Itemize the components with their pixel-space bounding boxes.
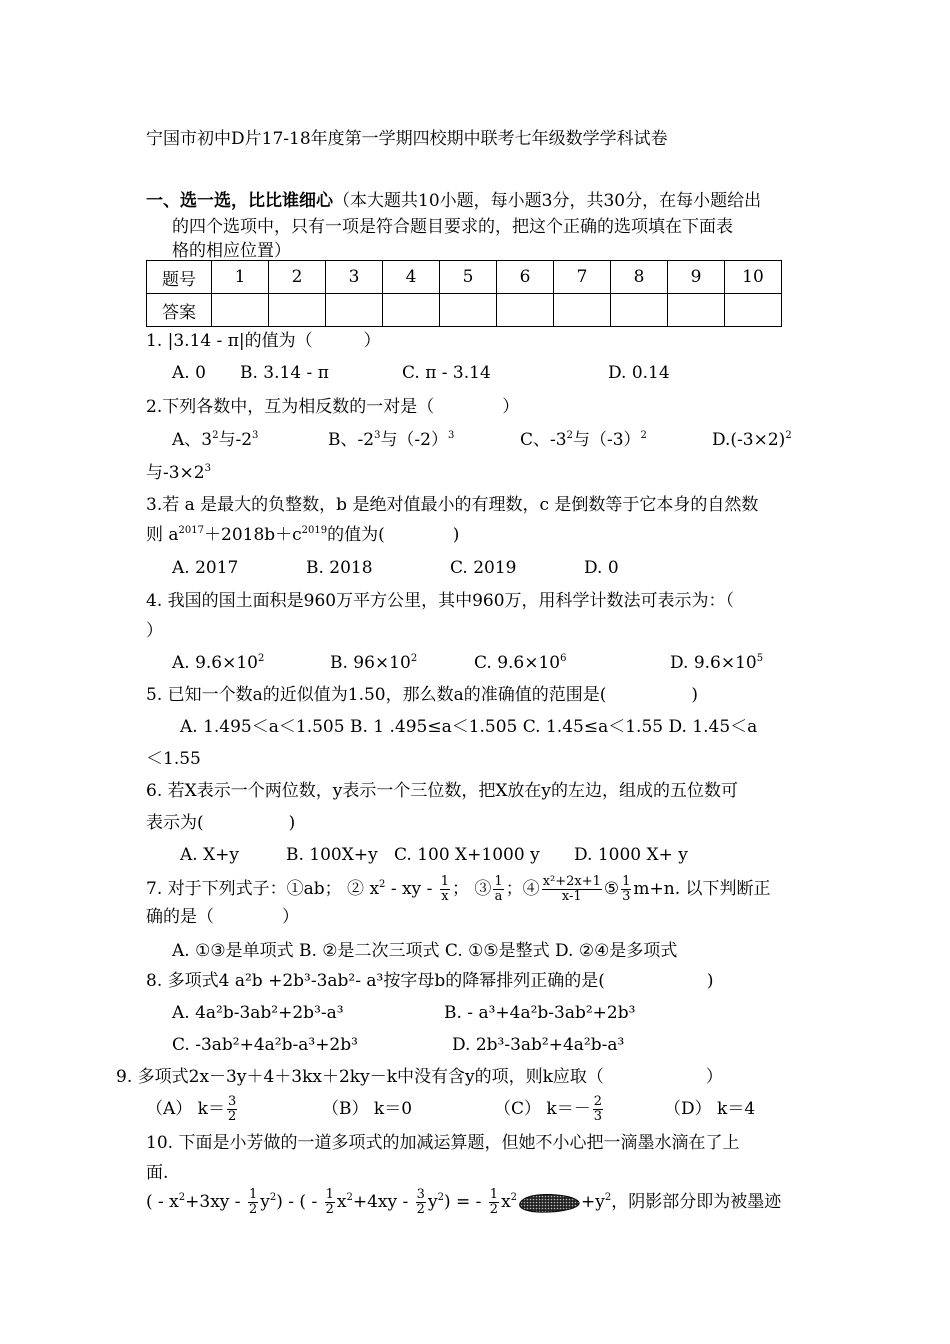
page-title: 宁国市初中D片17-18年度第一学期四校期中联考七年级数学学科试卷: [146, 129, 668, 149]
table-number: 8: [611, 261, 668, 294]
answer-cell[interactable]: [212, 294, 269, 327]
table-number: 9: [668, 261, 725, 294]
q9-option-a: （A） k＝ $\frac{3}{2}$: [146, 1094, 237, 1124]
q1-option-d: D. 0.14: [608, 363, 670, 383]
table-header-label: 题号: [147, 261, 212, 294]
q6-stem-line2: 表示为( ): [146, 813, 296, 833]
q9-option-d: （D） k＝4: [664, 1099, 756, 1119]
section1-instr2: 的四个选项中，只有一项是符合题目要求的，把这个正确的选项填在下面表: [172, 217, 733, 237]
answer-cell[interactable]: [668, 294, 725, 327]
q5-options: A. 1.495＜a＜1.505 B. 1 .495≤a＜1.505 C. 1.45≤a＜1.55 D. 1.45＜a: [180, 717, 758, 737]
answer-cell[interactable]: [326, 294, 383, 327]
table-number: 1: [212, 261, 269, 294]
q4-option-c: C. $9.6\times 10^6$: [474, 653, 567, 673]
q4-stem-line1: 4. 我国的国土面积是960万平方公里，其中960万，用科学计数法可表示为：（: [146, 591, 735, 611]
table-number: 4: [383, 261, 440, 294]
table-number: 2: [269, 261, 326, 294]
q6-option-a: A. X+y: [180, 845, 240, 865]
q2-option-d: $D.(-3\times 2)^2$: [712, 430, 792, 450]
ink-blot-icon: [517, 1192, 581, 1214]
q7-stem-line1: 7. 对于下列式子：①ab； ② $x^2$ - xy - $\frac{1}{x}$ ； ③ $\frac{1}{a}$ ；④ $\frac{\text{x²+2x+1}}{x-1}$ ⑤ $\frac{1}{3}$ m+n. 以下判断正: [146, 874, 771, 904]
q4-stem-line2: ）: [146, 621, 163, 641]
q7-stem-line2: 确的是（ ）: [146, 907, 299, 927]
section1-instr3: 格的相应位置）: [172, 241, 291, 261]
answer-cell[interactable]: [725, 294, 782, 327]
fraction-polynomial: $\frac{\text{x²+2x+1}}{x-1}$: [542, 874, 601, 904]
q10-stem-line1: 10. 下面是小芳做的一道多项式的加减运算题，但她不小心把一滴墨水滴在了上: [146, 1133, 740, 1153]
q8-option-a: A. 4a²b-3ab²+2b³-a³: [172, 1003, 344, 1023]
table-number: 10: [725, 261, 782, 294]
q1-option-a: A. 0: [172, 363, 206, 383]
q1-option-b: B. 3.14 - π: [240, 363, 329, 383]
q3-option-c: C. 2019: [450, 558, 517, 578]
q4-option-d: D. $9.6\times 10^5$: [670, 653, 764, 673]
q4-option-a: A. $9.6\times 10^2$: [172, 653, 265, 673]
answer-cell[interactable]: [497, 294, 554, 327]
q8-option-b: B. - a³+4a²b-3ab²+2b³: [444, 1003, 636, 1023]
q10-expression: ( - $x^2+3xy$ - $\frac{1}{2}$ $y^2$) - ( - $\frac{1}{2}$ $x^2+4xy$ - $\frac{3}{2}$ $y^2$) = - $\frac{1}{2}$ $x^2 +y^2$，阴影部分即为被墨迹: [146, 1187, 782, 1217]
fraction-1-over-3: $\frac{1}{3}$: [622, 874, 631, 904]
fraction-1-over-a: $\frac{1}{a}$: [494, 874, 503, 904]
table-row-answers: [147, 294, 782, 327]
q6-option-c: C. 100 X+1000 y: [394, 845, 540, 865]
q9-stem: 9. 多项式2x－3y＋4＋3kx＋2ky－k中没有含y的项，则k应取（ ）: [116, 1067, 723, 1087]
fraction-1-over-x: $\frac{1}{x}$: [440, 874, 449, 904]
q1-stem: 1. |3.14 - π|的值为（ ）: [146, 331, 381, 351]
q9-option-c: （C） k＝－ $\frac{2}{3}$: [494, 1094, 602, 1124]
table-answer-label: 答案: [147, 294, 212, 327]
q2-option-d-cont: 与$-3\times 2^3$: [146, 463, 211, 483]
q6-stem-line1: 6. 若X表示一个两位数，y表示一个三位数，把X放在y的左边，组成的五位数可: [146, 781, 739, 801]
q2-stem: 2.下列各数中，互为相反数的一对是（ ）: [146, 397, 520, 417]
q3-stem-line1: 3.若 a 是最大的负整数，b 是绝对值最小的有理数，c 是倒数等于它本身的自然数: [146, 495, 759, 515]
q3-stem-line2: 则 $a^{2017}+2018b+c^{2019}$的值为( ): [146, 525, 460, 545]
q8-stem: 8. 多项式4 a²b +2b³-3ab²- a³按字母b的降幂排列正确的是( ): [146, 971, 714, 991]
q5-options-cont: ＜1.55: [146, 749, 201, 769]
q4-option-b: B. $96\times 10^2$: [330, 653, 418, 673]
q1-option-c: C. π - 3.14: [402, 363, 491, 383]
answer-cell[interactable]: [554, 294, 611, 327]
answer-cell[interactable]: [440, 294, 497, 327]
q7-options: A. ①③是单项式 B. ②是二次三项式 C. ①⑤是整式 D. ②④是多项式: [172, 941, 678, 961]
q3-option-a: A. 2017: [172, 558, 239, 578]
q8-option-c: C. -3ab²+4a²b-a³+2b³: [172, 1035, 358, 1055]
table-number: 6: [497, 261, 554, 294]
q5-stem: 5. 已知一个数a的近似值为1.50，那么数a的准确值的范围是( ): [146, 685, 699, 705]
q9-option-b: （B） k＝0: [322, 1099, 413, 1119]
table-number: 7: [554, 261, 611, 294]
q10-stem-line2: 面.: [146, 1163, 169, 1183]
q2-option-c: C、$-3^2$与$(-3)^2$: [520, 430, 647, 450]
table-number: 5: [440, 261, 497, 294]
section1-instructions-line1: [146, 190, 761, 212]
answer-cell[interactable]: [269, 294, 326, 327]
answer-cell[interactable]: [611, 294, 668, 327]
q3-option-d: D. 0: [584, 558, 619, 578]
table-row-numbers: [147, 261, 782, 294]
section1-instr1: （本大题共10小题，每小题3分，共30分，在每小题给出: [333, 191, 762, 211]
answer-cell[interactable]: [383, 294, 440, 327]
q6-option-d: D. 1000 X+ y: [574, 845, 688, 865]
q2-option-b: B、$-2^3$与$(-2)^3$: [328, 430, 455, 450]
table-number: 3: [326, 261, 383, 294]
q2-option-a: A、$3^2$与$-2^3$: [172, 430, 259, 450]
q3-option-b: B. 2018: [306, 558, 373, 578]
q6-option-b: B. 100X+y: [286, 845, 378, 865]
answer-table: [146, 260, 782, 327]
section1-heading: 一、选一选，比比谁细心: [146, 191, 333, 211]
q8-option-d: D. 2b³-3ab²+4a²b-a³: [452, 1035, 625, 1055]
